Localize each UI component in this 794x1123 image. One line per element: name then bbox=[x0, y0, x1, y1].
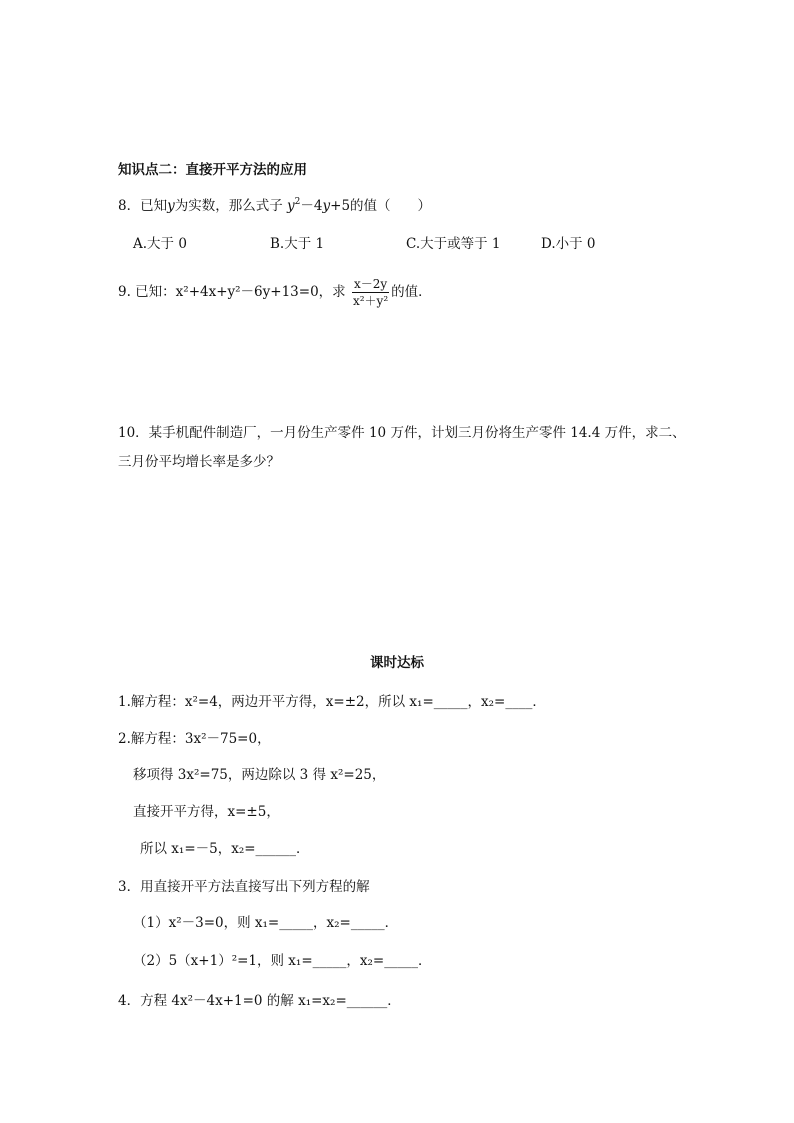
option-b: B.大于 1 bbox=[270, 236, 325, 252]
exercise-2-line-3: 直接开平方得，x=±5， bbox=[133, 804, 280, 820]
question-8-options bbox=[133, 234, 693, 254]
question-9-equation: x²+4x+y²－6y+13=0，求 bbox=[175, 284, 346, 300]
section-heading-knowledge-point-2: 知识点二：直接开平方法的应用 bbox=[118, 162, 307, 178]
exercise-4: 4．方程 4x²－4x+1=0 的解 x₁=x₂=______． bbox=[118, 993, 401, 1009]
exercise-3-title: 3．用直接开平方法直接写出下列方程的解 bbox=[118, 879, 370, 895]
exercise-1: 1.解方程：x²=4，两边开平方得，x=±2，所以 x₁=_____，x₂=____． bbox=[118, 694, 546, 710]
option-a: A.大于 0 bbox=[133, 236, 187, 252]
question-9-fraction: $\frac{x-2y}{\text{x²＋y²}}$ bbox=[352, 277, 389, 308]
exercise-2-line-2: 移项得 3x²=75，两边除以 3 得 x²=25， bbox=[133, 767, 386, 783]
question-10-line-2: 三月份平均增长率是多少？ bbox=[118, 454, 280, 470]
question-8: 8．已知y为实数，那么式子 $y^2-4y+5$的值（ ） bbox=[118, 197, 432, 214]
option-d: D.小于 0 bbox=[541, 236, 596, 252]
exercise-3-part-1: （1）x²－3=0，则 x₁=_____，x₂=_____． bbox=[133, 915, 399, 931]
question-10-line-1: 10．某手机配件制造厂，一月份生产零件 10 万件，计划三月份将生产零件 14.4 万件，求二、 bbox=[118, 425, 686, 441]
exercise-2-line-1: 2.解方程：3x²－75=0， bbox=[118, 731, 271, 747]
section-heading-lesson-target: 课时达标 bbox=[370, 655, 424, 671]
question-9: 9. 已知：x²+4x+y²－6y+13=0，求 $\frac{x-2y}{\text{x²＋y²}}$ 的值． bbox=[118, 277, 432, 308]
option-c: C.大于或等于 1 bbox=[406, 236, 501, 252]
exercise-2-line-4: 所以 x₁=－5，x₂=______． bbox=[140, 841, 310, 857]
exercise-3-part-2: （2）5（x+1）²=1，则 x₁=_____，x₂=_____． bbox=[133, 953, 432, 969]
